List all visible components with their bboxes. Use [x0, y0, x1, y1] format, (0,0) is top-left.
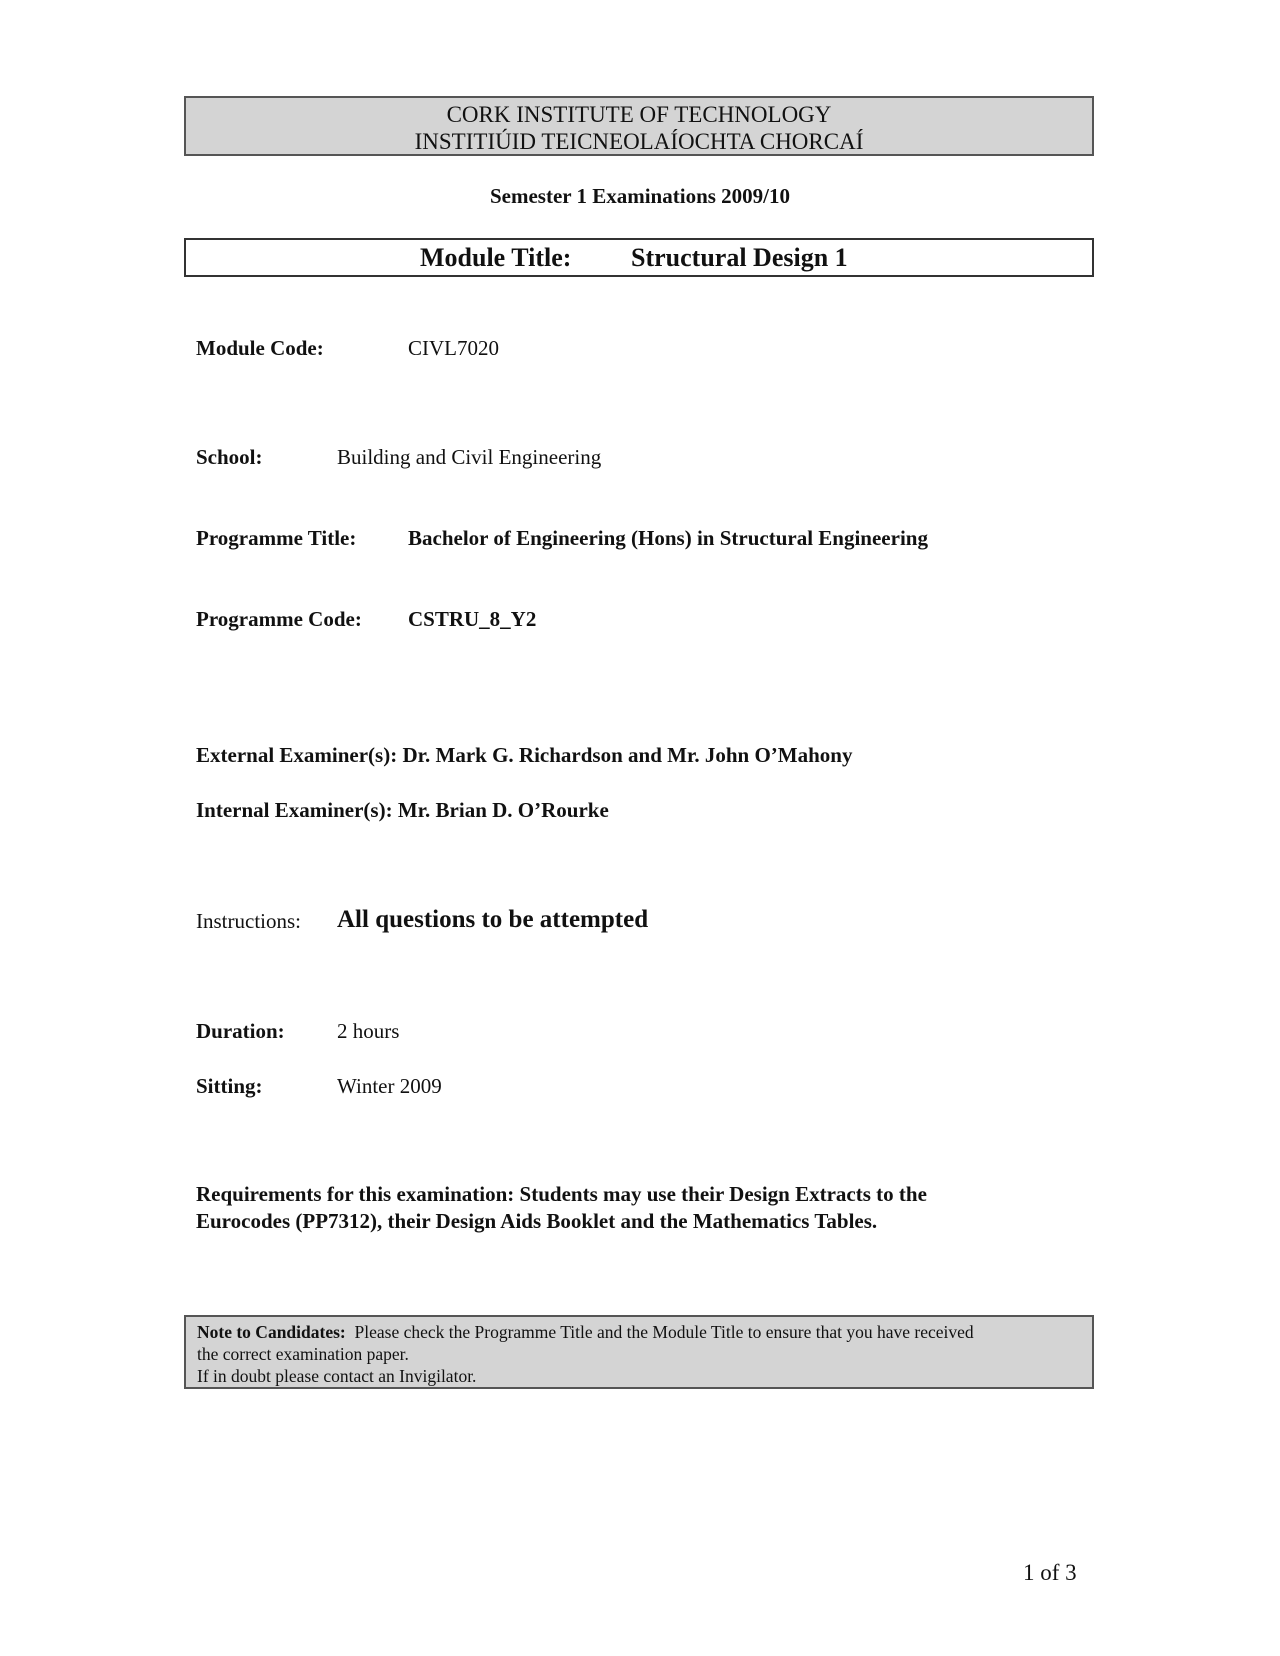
sitting-value: Winter 2009 — [337, 1074, 442, 1098]
programme-code-row — [196, 606, 537, 632]
module-title-value: Structural Design 1 — [631, 243, 848, 272]
instructions-label: Instructions: — [196, 909, 301, 933]
instructions-row — [196, 906, 649, 934]
module-code-row — [196, 335, 499, 361]
school-row — [196, 444, 602, 470]
page-number: 1 of 3 — [1023, 1560, 1077, 1585]
programme-code-label: Programme Code: — [196, 607, 362, 631]
requirements-paragraph — [196, 1181, 1076, 1235]
institute-name-irish: INSTITIÚID TEICNEOLAÍOCHTA CHORCAÍ — [414, 129, 864, 154]
programme-title-label: Programme Title: — [196, 526, 357, 550]
school-value: Building and Civil Engineering — [337, 445, 602, 469]
external-examiners-row — [196, 742, 852, 768]
programme-title-value: Bachelor of Engineering (Hons) in Structural Engineering — [408, 526, 928, 550]
programme-code-value: CSTRU_8_Y2 — [408, 607, 537, 631]
external-examiners-value: Dr. Mark G. Richardson and Mr. John O’Mahony — [402, 743, 853, 767]
note-line-3: If in doubt please contact an Invigilator. — [197, 1366, 477, 1386]
note-line-2: the correct examination paper. — [197, 1344, 409, 1364]
note-to-candidates-box — [184, 1315, 1094, 1389]
internal-examiners-label: Internal Examiner(s): — [196, 798, 393, 822]
module-code-label: Module Code: — [196, 336, 324, 360]
school-label: School: — [196, 445, 263, 469]
sitting-label: Sitting: — [196, 1074, 263, 1098]
institute-name-english: CORK INSTITUTE OF TECHNOLOGY — [446, 102, 832, 127]
note-line-1: Please check the Programme Title and the Module Title to ensure that you have received — [354, 1322, 974, 1342]
institute-header — [184, 96, 1094, 156]
requirements-line-2: Eurocodes (PP7312), their Design Aids Booklet and the Mathematics Tables. — [196, 1209, 878, 1233]
duration-row — [196, 1018, 400, 1044]
duration-value: 2 hours — [337, 1019, 400, 1043]
semester-heading: Semester 1 Examinations 2009/10 — [489, 184, 791, 208]
sitting-row — [196, 1073, 442, 1099]
module-code-value: CIVL7020 — [408, 336, 499, 360]
note-label: Note to Candidates: — [197, 1322, 346, 1342]
programme-title-row — [196, 525, 928, 551]
requirements-line-1: Requirements for this examination: Students may use their Design Extracts to the — [196, 1182, 927, 1206]
duration-label: Duration: — [196, 1019, 285, 1043]
external-examiners-label: External Examiner(s): — [196, 743, 398, 767]
module-title-label: Module Title: — [420, 243, 572, 272]
internal-examiners-row — [196, 797, 609, 823]
internal-examiners-value: Mr. Brian D. O’Rourke — [397, 798, 609, 822]
module-title-box — [184, 238, 1094, 277]
instructions-value: All questions to be attempted — [337, 906, 649, 933]
